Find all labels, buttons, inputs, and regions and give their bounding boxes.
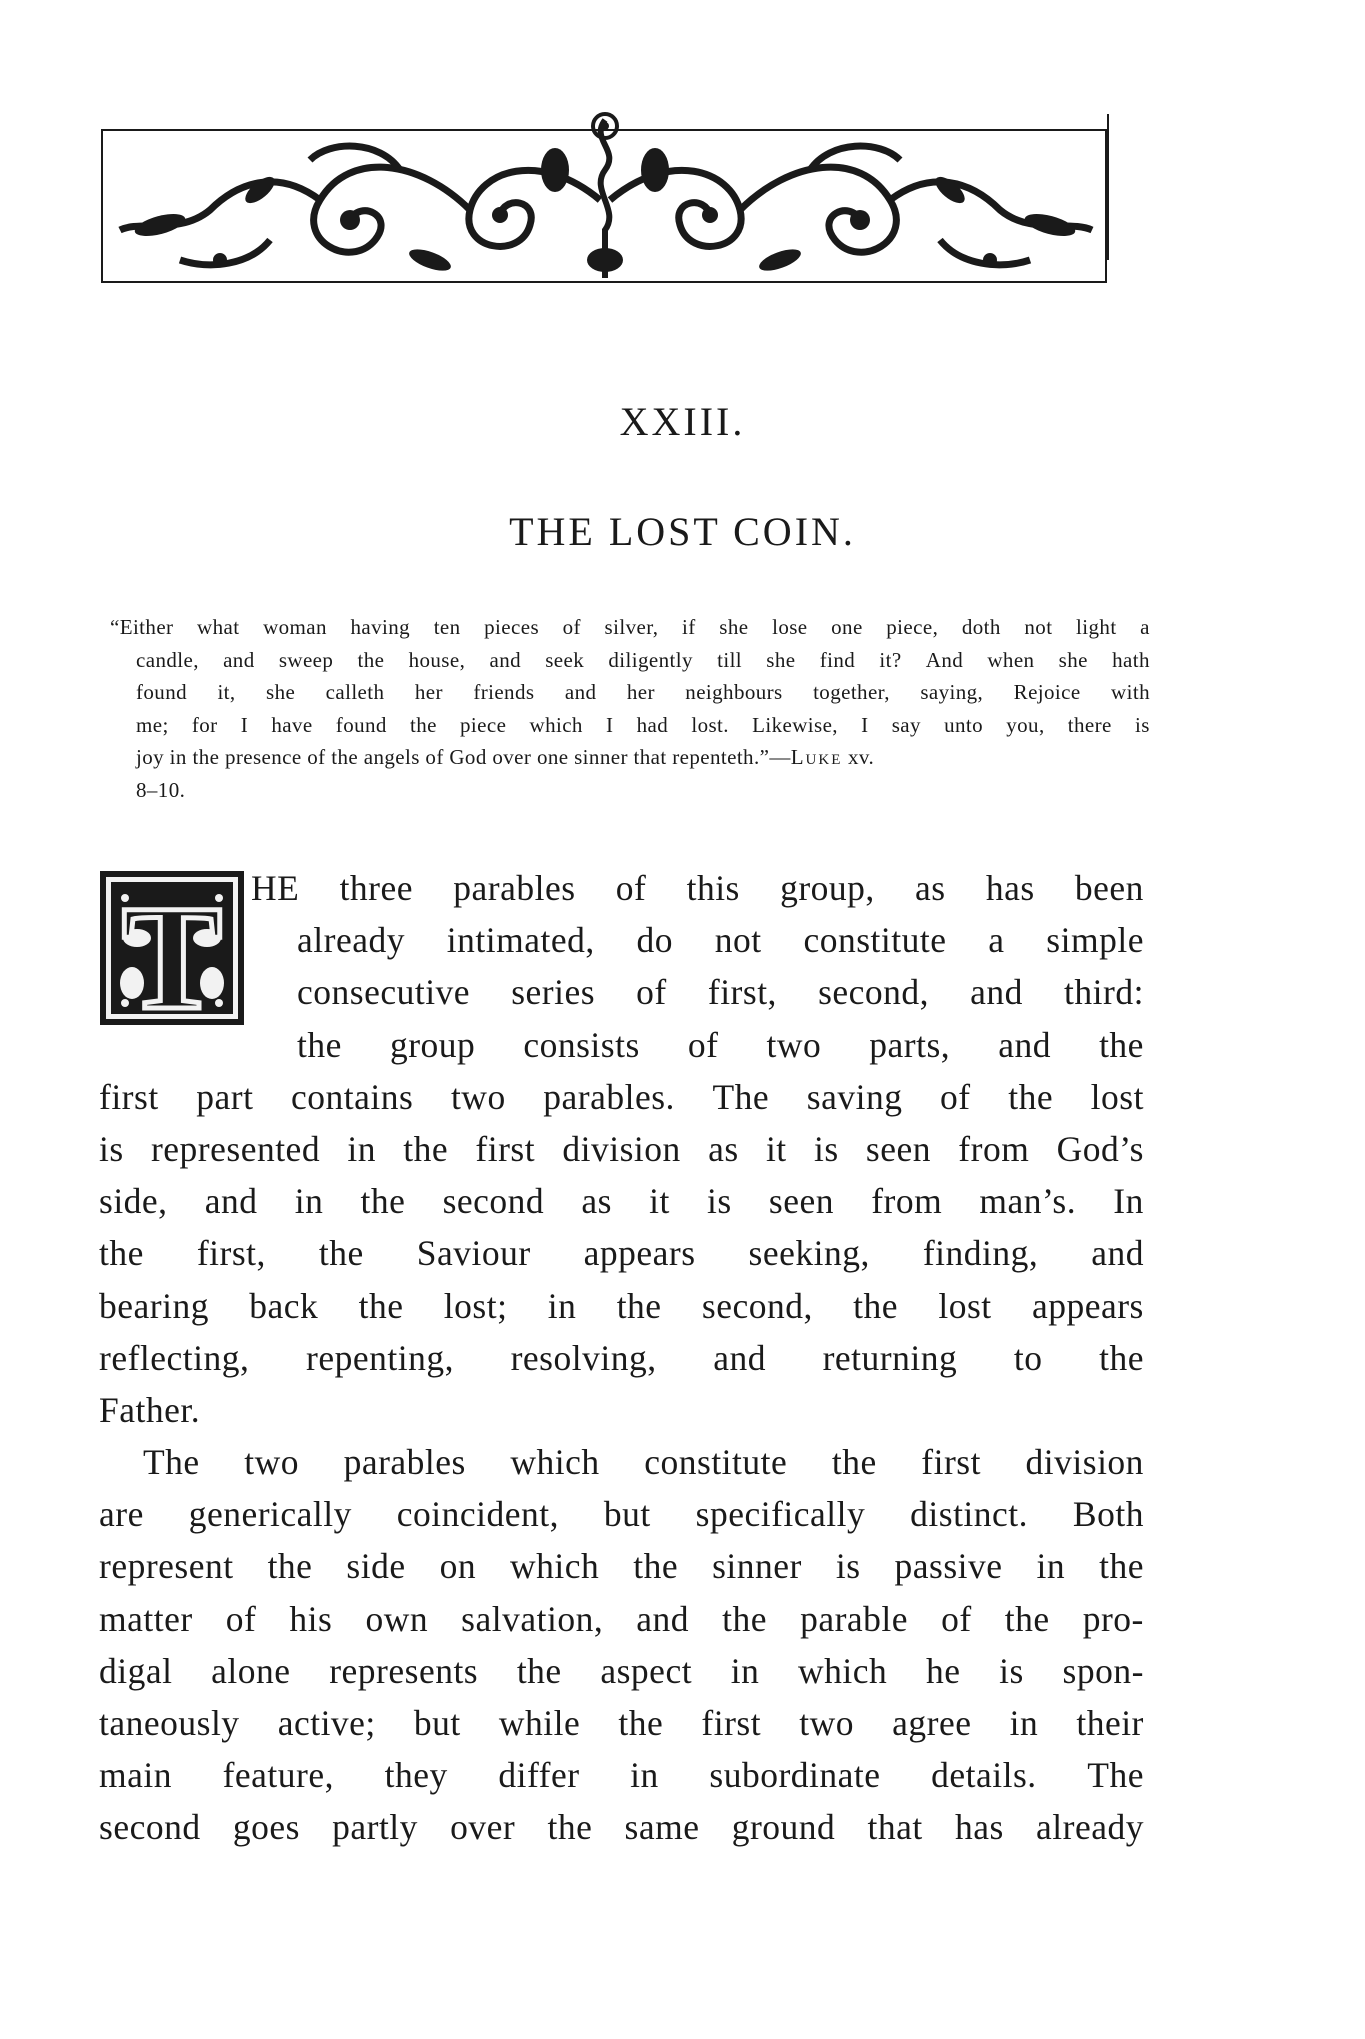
body-line: bearing back the lost; in the second, the lost appears <box>99 1285 1144 1326</box>
epigraph-line: joy in the presence of the angels of God over one sinner that repenteth.”— <box>136 745 791 769</box>
body-line: HE three parables of this group, as has been <box>251 868 1144 908</box>
chapter-title: THE LOST COIN. <box>509 509 856 554</box>
epigraph-line: found it, she calleth her friends and her neighbours together, saying, Rejoice with <box>136 680 1150 704</box>
body-line: consecutive series of first, second, and third: <box>297 972 1144 1013</box>
body-line: is represented in the first division as it is seen from God’s <box>99 1128 1144 1169</box>
citation-chapter: xv. <box>848 745 875 769</box>
epigraph-quotation <box>110 611 1150 806</box>
chapter-number: XXIII. <box>619 399 746 444</box>
citation-book: Luke <box>790 745 843 769</box>
body-line: are generically coincident, but specifically distinct. Both <box>99 1494 1144 1535</box>
body-line: reflecting, repenting, resolving, and returning to the <box>99 1337 1144 1378</box>
body-line: main feature, they differ in subordinate details. The <box>99 1755 1144 1796</box>
body-line: Father. <box>99 1389 201 1430</box>
citation-verses: 8–10. <box>136 777 186 802</box>
body-line: matter of his own salvation, and the parable of the pro- <box>99 1598 1144 1639</box>
epigraph-line: “Either what woman having ten pieces of silver, if she lose one piece, doth not light a <box>110 615 1150 639</box>
body-line: already intimated, do not constitute a simple <box>297 920 1144 961</box>
floral-headpiece-ornament <box>100 110 1110 286</box>
body-line: second goes partly over the same ground that has already <box>99 1807 1144 1848</box>
body-line: side, and in the second as it is seen from man’s. In <box>99 1181 1144 1222</box>
body-line: The two parables which constitute the first division <box>143 1442 1144 1483</box>
body-line: represent the side on which the sinner is passive in the <box>99 1546 1144 1587</box>
dropcap-letter: T <box>121 875 223 1028</box>
body-line: first part contains two parables. The saving of the lost <box>99 1076 1144 1117</box>
epigraph-line-with-citation <box>110 741 1150 774</box>
epigraph-line: candle, and sweep the house, and seek diligently till she find it? And when she hath <box>136 647 1150 672</box>
body-line: digal alone represents the aspect in which he is spon- <box>99 1650 1144 1691</box>
chapter-body-text <box>99 862 1144 1854</box>
epigraph-line: me; for I have found the piece which I had lost. Likewise, I say unto you, there is <box>136 712 1150 737</box>
body-line: the first, the Saviour appears seeking, finding, and <box>99 1233 1144 1274</box>
body-line: the group consists of two parts, and the <box>297 1024 1144 1065</box>
body-line: taneously active; but while the first two agree in their <box>99 1703 1144 1743</box>
